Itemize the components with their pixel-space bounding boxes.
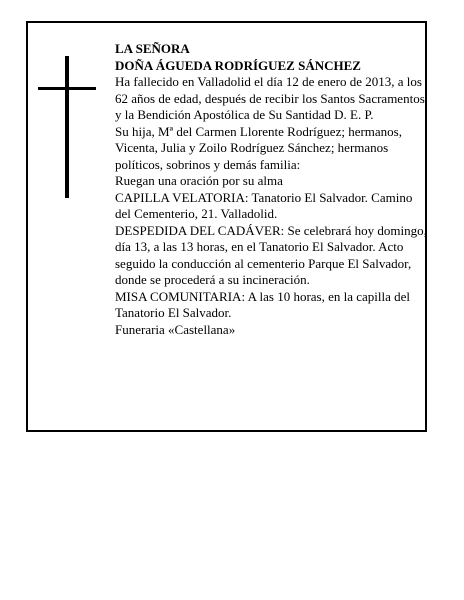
deceased-name: DOÑA ÁGUEDA RODRÍGUEZ SÁNCHEZ xyxy=(115,57,361,73)
chapel-info: CAPILLA VELATORIA: Tanatorio El Salvador. Camino del Cementerio, 21. Valladolid. xyxy=(115,189,413,221)
obituary-text xyxy=(115,41,427,338)
cross-horizontal-bar xyxy=(38,87,96,90)
funeral-home: Funeraria «Castellana» xyxy=(115,321,236,337)
death-announcement: Ha fallecido en Valladolid el día 12 de enero de 2013, a los 62 años de edad, después de recibir los Santos Sacramentos y la Bendición Apostólica de Su Santidad D. E. P. xyxy=(115,74,425,122)
mass-info: MISA COMUNITARIA: A las 10 horas, en la capilla del Tanatorio El Salvador. xyxy=(115,288,411,320)
farewell-info: DESPEDIDA DEL CADÁVER: Se celebrará hoy domingo, día 13, a las 13 horas, en el Tanatorio El Salvador. Acto seguido la conducción al cementerio Parque El Salvador, donde se procederá a su incineración. xyxy=(115,222,427,287)
cross-vertical-bar xyxy=(65,56,69,198)
obituary-notice xyxy=(26,21,427,432)
prayer-request: Ruegan una oración por su alma xyxy=(115,173,283,188)
honorific: LA SEÑORA xyxy=(115,41,190,56)
family-members: Su hija, Mª del Carmen Llorente Rodríguez; hermanos, Vicenta, Julia y Zoilo Rodríguez Sánchez; hermanos políticos, sobrinos y demás familia: xyxy=(115,123,402,172)
